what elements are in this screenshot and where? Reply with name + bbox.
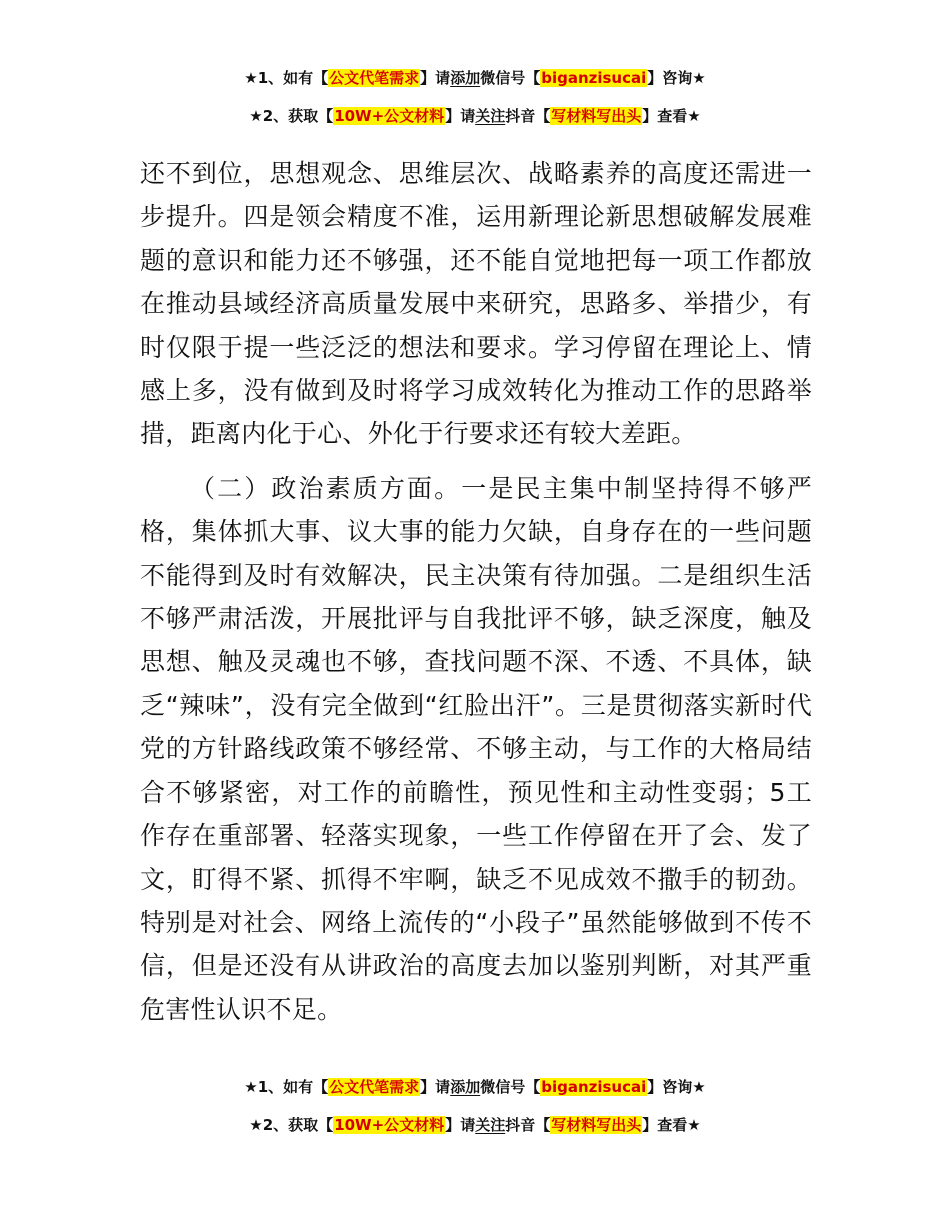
underlined-keyword: 关注	[475, 107, 506, 125]
banner-text: 抖音【	[505, 107, 551, 125]
highlight-douyin-account: 写材料写出头	[551, 107, 642, 125]
highlight-service: 公文代笔需求	[329, 1078, 420, 1096]
banner-text: ★1、如有【	[244, 69, 329, 87]
banner-text: 】咨询★	[647, 69, 706, 87]
banner-line-2	[0, 1114, 950, 1136]
banner-text: 】请	[445, 1116, 476, 1134]
banner-text: 微信号【	[480, 1078, 541, 1096]
highlight-wechat-id: biganzisucai	[541, 69, 647, 87]
paragraph: 还不到位，思想观念、思维层次、战略素养的高度还需进一步提升。四是领会精度不准，运用新理论新思想破解发展难题的意识和能力还不够强，还不能自觉地把每一项工作都放在推动县域经济高质量发展中来研究，思路多、举措少，有时仅限于提一些泛泛的想法和要求。学习停留在理论上、情感上多，没有做到及时将学习成效转化为推动工作的思路举措，距离内化于心、外化于行要求还有较大差距。	[140, 159, 812, 449]
document-body	[140, 152, 812, 1031]
footer-banner	[0, 1076, 950, 1152]
banner-line-2	[0, 105, 950, 127]
banner-text: 】查看★	[642, 1116, 701, 1134]
underlined-keyword: 关注	[475, 1116, 506, 1134]
highlight-materials: 10W+公文材料	[334, 1116, 445, 1134]
highlight-service: 公文代笔需求	[329, 69, 420, 87]
paragraph: （二）政治素质方面。一是民主集中制坚持得不够严格，集体抓大事、议大事的能力欠缺，自身存在的一些问题不能得到及时有效解决，民主决策有待加强。二是组织生活不够严肃活泼，开展批评与自我批评不够，缺乏深度，触及思想、触及灵魂也不够，查找问题不深、不透、不具体，缺乏“辣味”，没有完全做到“红脸出汗”。三是贯彻落实新时代党的方针路线政策不够经常、不够主动，与工作的大格局结合不够紧密，对工作的前瞻性，预见性和主动性变弱；5工作存在重部署、轻落实现象，一些工作停留在开了会、发了文，盯得不紧、抓得不牢啊，缺乏不见成效不撒手的韧劲。特别是对社会、网络上流传的“小段子”虽然能够做到不传不信，但是还没有从讲政治的高度去加以鉴别判断，对其严重危害性认识不足。	[140, 473, 812, 1024]
banner-text: 抖音【	[505, 1116, 551, 1134]
highlight-douyin-account: 写材料写出头	[551, 1116, 642, 1134]
banner-text: 】请	[420, 1078, 451, 1096]
banner-text: 】请	[420, 69, 451, 87]
banner-text: 】咨询★	[647, 1078, 706, 1096]
banner-line-1	[0, 67, 950, 89]
banner-text: ★2、获取【	[249, 1116, 334, 1134]
banner-line-1	[0, 1076, 950, 1098]
banner-text: 微信号【	[480, 69, 541, 87]
banner-text: 】查看★	[642, 107, 701, 125]
underlined-keyword: 添加	[450, 1078, 481, 1096]
header-banner	[0, 67, 950, 143]
banner-text: ★2、获取【	[249, 107, 334, 125]
banner-text: 】请	[445, 107, 476, 125]
banner-text: ★1、如有【	[244, 1078, 329, 1096]
underlined-keyword: 添加	[450, 69, 481, 87]
highlight-materials: 10W+公文材料	[334, 107, 445, 125]
highlight-wechat-id: biganzisucai	[541, 1078, 647, 1096]
